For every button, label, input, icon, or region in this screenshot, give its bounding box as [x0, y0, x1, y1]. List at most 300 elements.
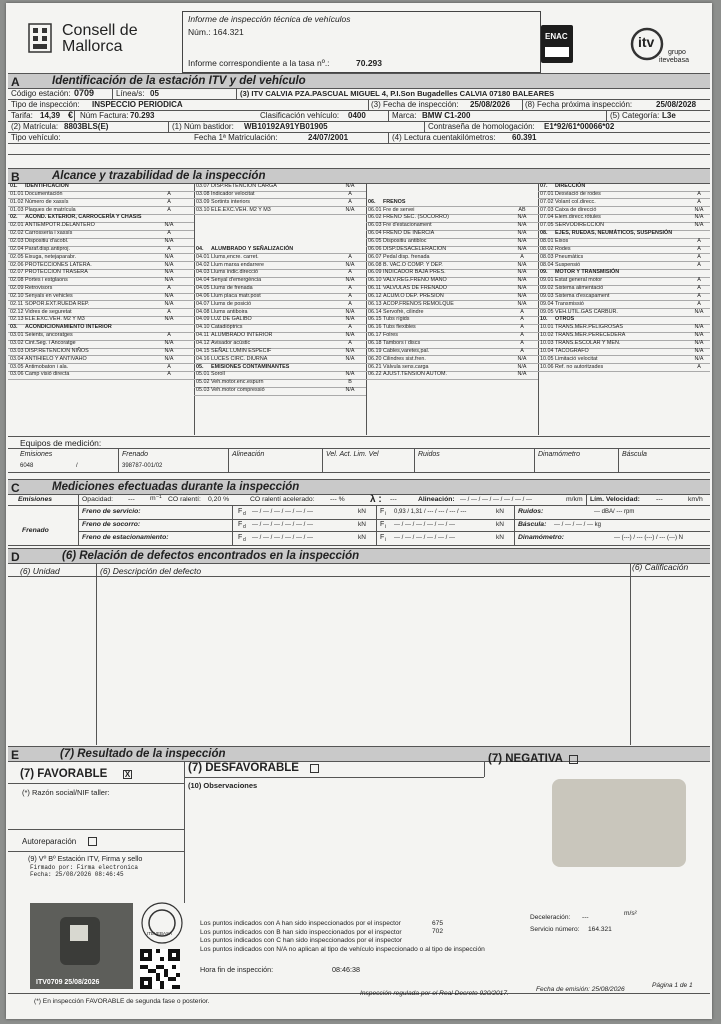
checklist-code: 02.05 — [10, 253, 24, 260]
checklist-label: VALVULAS DE FRENADO — [383, 285, 447, 292]
checklist-row — [540, 254, 708, 262]
checklist-result: A — [520, 340, 524, 346]
checklist-row — [196, 230, 364, 238]
checklist-label: ELE.EXC.VEH. M2 Y M3 — [25, 316, 85, 323]
checklist-row — [540, 246, 708, 254]
checklist-row — [10, 356, 192, 364]
checklist-code: 06.19 — [368, 347, 382, 354]
checklist-code: 02.11 — [10, 300, 24, 307]
linea-value: 05 — [150, 89, 159, 98]
checklist-code: 10.01 — [540, 324, 554, 331]
grupo-label: grupo — [668, 49, 686, 56]
checklist-code: 05. — [196, 363, 204, 370]
checklist-code: 04.03 — [196, 269, 210, 276]
checklist-result: N/A — [345, 261, 355, 268]
checklist-row — [10, 301, 192, 309]
tarifa-value: 14,39 — [40, 111, 61, 120]
checklist-result: A — [348, 285, 352, 292]
checklist-row — [540, 332, 708, 340]
checklist-code: 04.15 — [196, 347, 210, 354]
checklist-label: B. VAC.O COMP. Y DEP. — [383, 261, 443, 268]
checklist-row — [196, 371, 364, 379]
checklist-label: Elem.direcc.rótules — [555, 214, 601, 221]
checklist-result: A — [520, 347, 524, 354]
checklist-row — [10, 207, 192, 215]
checklist-row — [196, 316, 364, 324]
checklist-result: N/A — [517, 371, 527, 378]
tipo-veh-label: Tipo vehículo: — [11, 133, 61, 142]
estacion-value: (3) ITV CALVIA PZA.PASCUAL MIGUEL 4, P.I.Son Bugadelles CALVIA 07180 BALEARES — [240, 89, 555, 98]
checklist-row — [10, 230, 192, 238]
checklist-label: Sistema d'escapament — [555, 292, 610, 299]
checklist-row — [368, 207, 536, 215]
force-f-label: F — [238, 521, 243, 528]
checklist-result: A — [167, 285, 171, 292]
checklist-result: A — [697, 190, 701, 197]
checklist-code: 01. — [10, 183, 18, 189]
checklist-row — [196, 254, 364, 262]
checklist-result: N/A — [517, 230, 527, 237]
stamp-text: ITEVEBASA — [147, 931, 173, 936]
clasif-label: Clasificación vehículo: — [260, 111, 340, 120]
checklist-code: 10.06 — [540, 363, 554, 370]
checklist-label: Transmissió — [555, 300, 584, 307]
checklist-result: N/A — [517, 355, 527, 362]
checklist-label: Estat general motor — [555, 277, 603, 284]
checklist-label: Senyals en vehicles — [25, 292, 73, 299]
checklist-code: 10.03 — [540, 340, 554, 346]
tipo-value: INSPECCIO PERIODICA — [92, 100, 183, 109]
checklist-label: TRANS.MER.PERECEDERA — [555, 332, 626, 339]
inspector-note: Los puntos indicados con N/A no aplican al tipo de vehículo inspeccionado o al tipo de inspección — [200, 945, 485, 953]
logo-text-2: Mallorca — [62, 38, 123, 55]
checklist-code: 03.07 — [196, 183, 210, 189]
checklist-row — [196, 222, 364, 230]
equip-header: Dinamómetro — [538, 451, 581, 458]
checklist-result: A — [348, 190, 352, 197]
favorable-label: (7) FAVORABLE — [20, 768, 108, 780]
checklist-row — [196, 207, 364, 215]
checklist-result: N/A — [345, 355, 355, 362]
checklist-result: N/A — [694, 340, 704, 346]
checklist-code: 06.14 — [368, 308, 382, 315]
codigo-label: Código estación: — [11, 89, 71, 98]
checklist-result: N/A — [345, 347, 355, 354]
checklist-result: A — [167, 363, 171, 370]
checklist-label: OTROS — [555, 316, 575, 323]
checklist-label: Cint.Seg. i Ancoratge — [25, 340, 76, 346]
servicio-value: 164.321 — [588, 926, 612, 933]
station-stamp-icon — [140, 901, 184, 945]
fecha-insp-value: 25/08/2026 — [470, 100, 511, 109]
checklist-result: N/A — [345, 387, 355, 394]
checklist-row — [368, 222, 536, 230]
checklist-code: 06.17 — [368, 332, 382, 339]
checklist-row — [540, 238, 708, 246]
checklist-row — [540, 364, 708, 372]
checklist-code: 04.02 — [196, 261, 210, 268]
matricula-label: (2) Matrícula: — [11, 122, 59, 131]
checklist-row — [10, 254, 192, 262]
dinamometro-value: --- (---) / --- (---) / --- (---) N — [614, 535, 683, 541]
firma-label: (9) Vº Bº Estación ITV, Firma y sello — [28, 854, 143, 863]
checklist-row — [368, 285, 536, 293]
checklist-label: TRANS.ESCOLAR Y MEN. — [555, 340, 621, 346]
checklist-label: AJUST.TENSION AUTOM. — [383, 371, 447, 378]
desfavorable-checkbox[interactable] — [310, 764, 319, 773]
checklist-row — [368, 269, 536, 277]
checklist-row — [10, 238, 192, 246]
checklist-result: N/A — [517, 285, 527, 292]
checklist-row — [540, 324, 708, 332]
firma-line-2: Fecha: 25/08/2026 08:46:45 — [30, 871, 124, 878]
lim-vel-value: --- — [656, 496, 663, 503]
checklist-result: A — [348, 340, 352, 346]
checklist-label: ELE.EXC.VEH. M2 Y M3 — [211, 206, 271, 213]
checklist-label: VALV.REG.FRENO MANO — [383, 277, 447, 284]
checklist-code: 09.01 — [540, 277, 554, 284]
checklist-label: SERVODIRECCION — [555, 222, 605, 229]
checklist-row — [10, 309, 192, 317]
force-d-values: --- / --- / --- / --- / --- / --- — [252, 509, 313, 515]
checklist-label: EMISIONES CONTAMINANTES — [211, 363, 290, 370]
checklist-label: ACOND. EXTERIOR, CARROCERÍA Y CHASIS — [25, 214, 142, 221]
checklist-result: B — [348, 379, 352, 386]
checklist-result: N/A — [164, 269, 174, 276]
checklist-code: 06.04 — [368, 230, 382, 237]
km-label: (4) Lectura cuentakilómetros: — [392, 133, 496, 142]
checklist-result: N/A — [345, 183, 355, 189]
checklist-code: 02.01 — [10, 222, 24, 229]
force-i-values: 0,93 / 1,31 / --- / --- / --- / --- — [394, 509, 467, 515]
checklist-row — [196, 309, 364, 317]
checklist-result: N/A — [164, 277, 174, 284]
checklist-result: A — [520, 316, 524, 323]
fecha-prox-label: (8) Fecha próxima inspección: — [525, 100, 633, 109]
checklist-row — [540, 222, 708, 230]
checklist-label: Llums de posició — [211, 300, 252, 307]
checklist-label: Cilindres sist.fren. — [383, 355, 426, 362]
equipos-label: Equipos de medición: — [20, 438, 102, 448]
fecha-mat-label: Fecha 1ª Matriculación: — [194, 133, 278, 142]
checklist-label: Llums indic.direcció — [211, 269, 259, 276]
favorable-checkbox[interactable]: X — [124, 770, 131, 779]
bascula-value: --- / --- / --- / --- kg — [554, 522, 601, 528]
force-i-subscript: i — [385, 511, 387, 517]
checklist-row — [368, 324, 536, 332]
checklist-row — [196, 238, 364, 246]
checklist-code: 01.03 — [10, 206, 24, 213]
checklist-row — [368, 332, 536, 340]
checklist-result: N/A — [517, 222, 527, 229]
checklist-code: 04.08 — [196, 308, 210, 315]
checklist-code: 03. — [10, 324, 18, 331]
tax-label: Informe correspondiente a la tasa nº.: — [188, 58, 330, 68]
homolog-label: Contraseña de homologación: — [428, 122, 535, 131]
checklist-label: ACOP.FRENOS REMOLQUE — [383, 300, 454, 307]
checklist-label: Servofrè, cilindre — [383, 308, 424, 315]
checklist-row — [196, 191, 364, 199]
checklist-code: 08.03 — [540, 253, 554, 260]
checklist-result: N/A — [517, 300, 527, 307]
desfavorable-label: (7) DESFAVORABLE — [188, 762, 299, 774]
checklist-result: A — [697, 277, 701, 284]
checklist-code: 03.10 — [196, 206, 210, 213]
checklist-row — [540, 309, 708, 317]
checklist-label: ACONDICIONAMIENTO INTERIOR — [25, 324, 112, 331]
dinamometro-label: Dinamómetro: — [518, 534, 565, 541]
checklist-code: 02.10 — [10, 292, 24, 299]
factura-label: Núm Factura: — [80, 111, 129, 120]
checklist-result: N/A — [694, 222, 704, 229]
lim-vel-label: Lím. Velocidad: — [590, 496, 640, 503]
checklist-row — [196, 379, 364, 387]
equip-emisiones-value: 6048 — [20, 463, 34, 469]
freno-socorro-label: Freno de socorro: — [82, 521, 141, 528]
checklist-row — [196, 262, 364, 270]
equipos-table — [8, 436, 710, 474]
alineacion-label: Alineación: — [418, 496, 455, 503]
checklist-code: 02.09 — [10, 285, 24, 292]
checklist-code: 02.12 — [10, 308, 24, 315]
calificacion-header: (6) Calificación — [632, 562, 689, 572]
kn-unit: kN — [496, 534, 504, 541]
checklist-result: N/A — [345, 332, 355, 339]
homolog-value: E1*92/61*00066*02 — [544, 122, 615, 131]
checklist-row — [540, 285, 708, 293]
force-d-values: --- / --- / --- / --- / --- / --- — [252, 522, 313, 528]
checklist-label: LUCES CIRC. DIURNA — [211, 355, 268, 362]
decel-value: --- — [582, 914, 589, 921]
checklist-row — [368, 301, 536, 309]
checklist-result: N/A — [345, 308, 355, 315]
checklist-code: 06.16 — [368, 324, 382, 331]
km-value: 60.391 — [512, 133, 537, 142]
blurred-area — [552, 779, 686, 867]
checklist-result: N/A — [694, 308, 704, 315]
checklist-row — [368, 246, 536, 254]
checklist-row — [196, 293, 364, 301]
checklist-label: Llums de frenada — [211, 285, 253, 292]
enac-logo: ENAC — [541, 25, 573, 63]
checklist-code: 06.11 — [368, 285, 382, 292]
equip-header: Vel. Act. Lim. Vel — [326, 451, 379, 458]
checklist-label: DISP.RETENCION NIÑOS — [25, 347, 89, 354]
checklist-label: Fre de servei — [383, 206, 415, 213]
checklist-label: Carrosseria i xassís — [25, 230, 73, 237]
itevebasa-label: itevebasa — [659, 57, 689, 64]
ruidos-value: --- dBA/ --- rpm — [594, 509, 635, 515]
checklist-label: Sortints interiors — [211, 198, 250, 205]
checklist-code: 08.02 — [540, 245, 554, 252]
checklist-code: 07.04 — [540, 214, 554, 221]
hora-label: Hora fin de inspección: — [200, 965, 274, 974]
mkm-unit: m/km — [566, 496, 583, 503]
checklist-label: Pedal disp. frenada — [383, 253, 430, 260]
checklist-row — [10, 246, 192, 254]
checklist-result: A — [167, 190, 171, 197]
checklist-code: 06.22 — [368, 371, 382, 378]
checklist-row — [196, 348, 364, 356]
checklist-code: 04. — [196, 245, 204, 252]
checklist-row — [540, 293, 708, 301]
section-e-header: E (7) Resultado de la inspección — [8, 746, 710, 762]
checklist-code: 06.20 — [368, 355, 382, 362]
checklist-code: 03.09 — [196, 198, 210, 205]
checklist-result: N/A — [694, 355, 704, 362]
checklist-row — [10, 222, 192, 230]
checklist-code: 06. — [368, 198, 376, 205]
checklist-result: A — [348, 300, 352, 307]
checklist-result: A — [697, 261, 701, 268]
checklist-result: N/A — [345, 277, 355, 284]
checklist-row — [368, 230, 536, 238]
checklist-group-header — [196, 246, 364, 254]
checklist-row — [540, 301, 708, 309]
checklist-code: 04.10 — [196, 324, 210, 331]
footer-regulada: Inspección regulada por el Real Decreto 920/2017. — [360, 990, 509, 997]
checklist-row — [196, 183, 364, 191]
checklist-code: 02.06 — [10, 261, 24, 268]
checklist-label: Dispositiu antibloc — [383, 237, 427, 244]
bascula-label: Báscula: — [518, 521, 547, 528]
checklist-group-header — [368, 199, 536, 207]
checklist-label: Ref. no autoritzades — [555, 363, 604, 370]
checklist-row — [196, 285, 364, 293]
force-f-label: F — [238, 534, 243, 541]
checklist-row — [368, 262, 536, 270]
matricula-value: 8803BLS(E) — [64, 122, 109, 131]
checklist-code: 03.05 — [10, 363, 24, 370]
equip-header: Ruidos — [418, 451, 440, 458]
checklist-code: 07. — [540, 183, 548, 189]
insp-b-value: 702 — [432, 928, 444, 935]
checklist-label: VEH.UTIL.GAS CARBUR. — [555, 308, 618, 315]
checklist-code: 10.05 — [540, 355, 554, 362]
checklist-result: N/A — [345, 206, 355, 213]
checklist-code: 08.01 — [540, 237, 554, 244]
photo-caption: ITV0709 25/08/2026 — [36, 979, 100, 986]
checklist-group-header — [196, 364, 364, 372]
checklist-row — [540, 199, 708, 207]
checklist-code: 06.09 — [368, 269, 382, 276]
checklist-label: Llum placa matr.post — [211, 292, 261, 299]
checklist-code: 02.13 — [10, 316, 24, 323]
defects-table — [8, 563, 710, 745]
fecha-mat-value: 24/07/2001 — [308, 133, 349, 142]
checklist-code: 07.02 — [540, 198, 554, 205]
checklist-label: DIRECCIÓN — [555, 183, 586, 189]
checklist-result: A — [167, 371, 171, 378]
checklist-result: A — [697, 292, 701, 299]
checklist-code: 04.09 — [196, 316, 210, 323]
checklist-result: N/A — [517, 292, 527, 299]
checklist-label: Vàlvula sens.carga — [383, 363, 429, 370]
checklist-code: 08. — [540, 230, 548, 237]
checklist-group-header — [10, 183, 192, 191]
ms2-unit: m/s² — [624, 910, 637, 917]
checklist-code: 02.07 — [10, 269, 24, 276]
checklist-code: 07.01 — [540, 190, 554, 197]
footer-emision: Fecha de emisión: 25/08/2026 — [536, 986, 625, 993]
checklist-label: FRENO SEC. (SOCORRO) — [383, 214, 449, 221]
co-ralenti-label: CO ralentí: — [168, 496, 201, 503]
checklist-label: TACOGRAFO — [555, 347, 589, 354]
ruidos-label: Ruidos: — [518, 508, 544, 515]
footer-pagina: Página 1 de 1 — [652, 982, 693, 989]
checklist-code: 04.05 — [196, 285, 210, 292]
negativa-checkbox[interactable] — [569, 755, 578, 764]
bastidor-label: (1) Núm bastidor: — [172, 122, 234, 131]
categoria-value: L3e — [662, 111, 676, 120]
checklist-result: N/A — [164, 292, 174, 299]
checklist-label: Antimobaton i ala. — [25, 363, 69, 370]
checklist-label: Plaques de matrícula — [25, 206, 76, 213]
checklist-code: 10.04 — [540, 347, 554, 354]
hora-value: 08:46:38 — [332, 965, 360, 974]
checklist-group-header — [540, 230, 708, 238]
checklist-row — [540, 191, 708, 199]
inspector-note: Los puntos indicados con C han sido inspeccionados por el inspector — [200, 937, 402, 944]
checklist-code: 01.02 — [10, 198, 24, 205]
checklist-label: Retrovisors — [25, 285, 53, 292]
checklist-label: Tubs rígids — [383, 316, 410, 323]
checklist-result: A — [520, 324, 524, 331]
checklist-row — [10, 191, 192, 199]
checklist-label: LUZ DE GALIBO — [211, 316, 252, 323]
force-f-label: F — [380, 508, 385, 515]
descripcion-header: (6) Descripción del defecto — [100, 566, 202, 576]
checklist-code: 07.05 — [540, 222, 554, 229]
m1-unit: m⁻¹ — [150, 495, 162, 502]
checklist-code: 10.02 — [540, 332, 554, 339]
kmh-unit: km/h — [688, 496, 703, 503]
checklist-result: N/A — [345, 371, 355, 378]
station-photo — [30, 903, 133, 989]
force-i-values: --- / --- / --- / --- / --- / --- — [394, 522, 455, 528]
checklist-code: 06.06 — [368, 245, 382, 252]
checklist-row — [540, 277, 708, 285]
checklist-code: 02.02 — [10, 230, 24, 237]
checklist-label: ACUM.O DEP. PRESION — [383, 292, 444, 299]
autorep-checkbox[interactable] — [88, 837, 97, 846]
checklist-label: DISP.DESACELERACION — [383, 245, 447, 252]
tipo-label: Tipo de inspección: — [11, 100, 80, 109]
checklist-code: 03.04 — [10, 355, 24, 362]
checklist-row — [368, 364, 536, 372]
checklist-result: N/A — [694, 206, 704, 213]
checklist-row — [196, 214, 364, 222]
checklist-result: N/A — [345, 316, 355, 323]
frenado-label: Frenado — [22, 527, 49, 534]
categoria-label: (5) Categoría: — [610, 111, 660, 120]
checklist-label: IDENTIFICACION — [25, 183, 69, 189]
kn-unit: kN — [496, 521, 504, 528]
checklist-code: 06.01 — [368, 206, 382, 213]
checklist-result: A — [167, 206, 171, 213]
checklist-row — [540, 340, 708, 348]
checklist-result: A — [520, 332, 524, 339]
checklist-row — [196, 301, 364, 309]
logo-text-1: Consell de — [62, 22, 138, 39]
section-b-header: B Alcance y trazabilidad de la inspección — [8, 168, 710, 184]
checklist-code: 02.04 — [10, 245, 24, 252]
force-d-subscript: d — [243, 524, 246, 530]
checklist-row — [196, 387, 364, 395]
checklist-result: A — [167, 308, 171, 315]
tarifa-label: Tarifa: — [11, 111, 33, 120]
checklist-row — [368, 316, 536, 324]
